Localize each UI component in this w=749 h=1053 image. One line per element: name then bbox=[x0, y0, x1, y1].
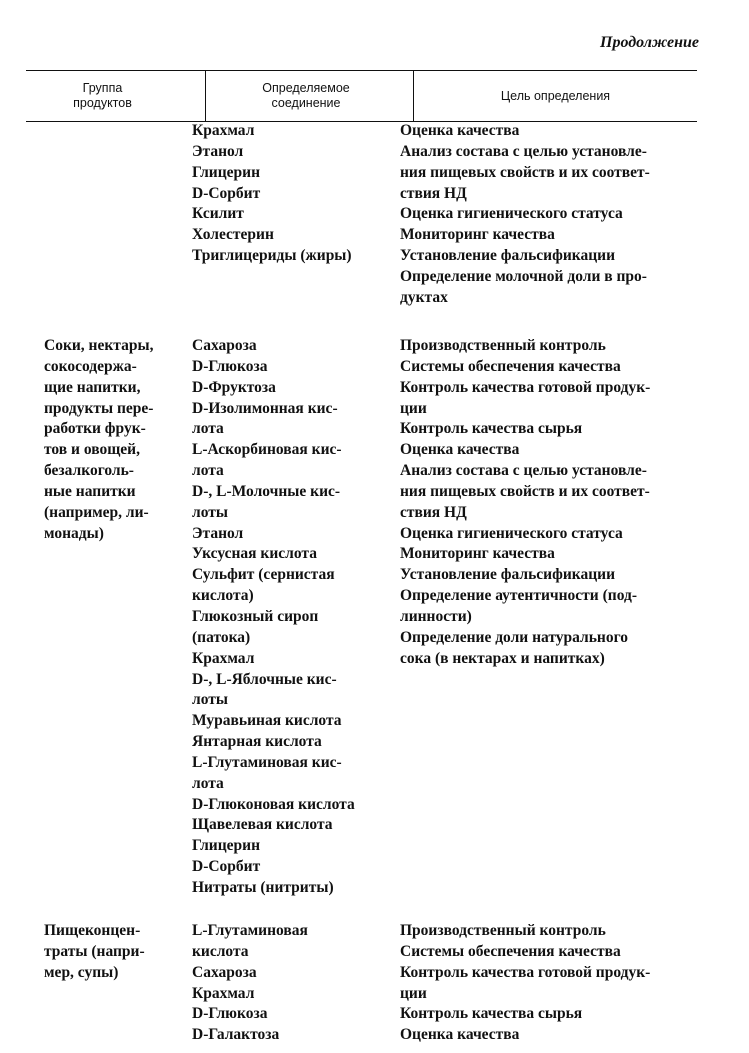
purpose-item: ния пищевых свойств и их соответ- bbox=[400, 482, 650, 500]
compound-item: D-Фруктоза bbox=[192, 378, 276, 396]
purpose-item: Системы обеспечения качества bbox=[400, 357, 621, 375]
purpose-item: Контроль качества готовой продук- bbox=[400, 963, 651, 981]
purpose-item: Мониторинг качества bbox=[400, 545, 555, 563]
purpose-item: Мониторинг качества bbox=[400, 226, 555, 244]
purpose-item: Оценка гигиенического статуса bbox=[400, 524, 623, 542]
continued-label: Продолжение bbox=[600, 34, 699, 51]
purpose-item: Анализ состава с целью установле- bbox=[400, 462, 647, 480]
compound-item: кислота) bbox=[192, 587, 254, 605]
compound-item: Крахмал bbox=[192, 122, 255, 139]
compound-item: D-Сорбит bbox=[192, 184, 261, 202]
purpose-list bbox=[400, 921, 650, 1046]
compound-item: Сахароза bbox=[192, 337, 257, 354]
compound-item: L-Аскорбиновая кис- bbox=[192, 441, 342, 459]
compound-item: кислота bbox=[192, 942, 249, 960]
compound-item: лота bbox=[192, 420, 224, 438]
compound-item: Глицерин bbox=[192, 163, 261, 181]
purpose-item: сока (в нектарах и напитках) bbox=[400, 649, 605, 667]
product-group-line: Соки, нектары, bbox=[44, 337, 154, 354]
compound-item: Уксусная кислота bbox=[192, 545, 317, 563]
compound-item: L-Глутаминовая кис- bbox=[192, 753, 342, 771]
purpose-item: Производственный контроль bbox=[400, 922, 606, 939]
compound-item: D-, L-Молочные кис- bbox=[192, 482, 341, 500]
purpose-item: Определение аутентичности (под- bbox=[400, 587, 637, 605]
purpose-item: ции bbox=[400, 399, 427, 417]
compound-item: Крахмал bbox=[192, 984, 255, 1002]
purpose-item: Оценка качества bbox=[400, 441, 520, 459]
compound-item: D-Изолимонная кис- bbox=[192, 399, 338, 417]
compound-list bbox=[192, 921, 308, 1046]
compound-item: лота bbox=[192, 774, 224, 792]
compound-item: D-Галактоза bbox=[192, 1026, 280, 1044]
purpose-item: Оценка качества bbox=[400, 1026, 520, 1044]
compound-item: Этанол bbox=[192, 142, 244, 160]
purpose-item: ции bbox=[400, 984, 427, 1002]
compound-item: Янтарная кислота bbox=[192, 733, 322, 751]
purpose-item: Установление фальсификации bbox=[400, 566, 615, 584]
compound-item: Щавелевая кислота bbox=[192, 816, 333, 834]
purpose-item: Системы обеспечения качества bbox=[400, 942, 621, 960]
purpose-item: ния пищевых свойств и их соответ- bbox=[400, 163, 650, 181]
compound-item: D-Глюконовая кислота bbox=[192, 795, 355, 813]
compound-item: Сульфит (сернистая bbox=[192, 566, 335, 584]
compound-item: D-Сорбит bbox=[192, 858, 261, 876]
product-group-line: безалкоголь- bbox=[44, 462, 134, 480]
compound-item: D-Глюкоза bbox=[192, 357, 268, 375]
compound-item: Глицерин bbox=[192, 837, 261, 855]
product-group-line: продукты пере- bbox=[44, 399, 154, 417]
compound-item: Нитраты (нитриты) bbox=[192, 878, 334, 896]
product-group-line: мер, супы) bbox=[44, 963, 119, 981]
product-group-line: щие напитки, bbox=[44, 378, 141, 396]
compound-item: Сахароза bbox=[192, 963, 257, 981]
product-group-line: ные напитки bbox=[44, 482, 136, 500]
purpose-item: Определение молочной доли в про- bbox=[400, 267, 647, 285]
product-group-line: Пищеконцен- bbox=[44, 922, 141, 939]
compound-item: Триглицериды (жиры) bbox=[192, 247, 352, 265]
compound-item: Глюкозный сироп bbox=[192, 607, 319, 625]
purpose-item: ствия НД bbox=[400, 184, 467, 202]
purpose-item: Анализ состава с целью установле- bbox=[400, 142, 647, 160]
purpose-item: Контроль качества сырья bbox=[400, 420, 583, 438]
product-group-line: сокосодержа- bbox=[44, 357, 137, 375]
product-group-cell bbox=[44, 336, 153, 544]
purpose-item: Контроль качества готовой продук- bbox=[400, 378, 651, 396]
compound-item: Холестерин bbox=[192, 226, 274, 244]
purpose-item: Производственный контроль bbox=[400, 337, 606, 354]
product-group-line: траты (напри- bbox=[44, 942, 145, 960]
compound-item: L-Глутаминовая bbox=[192, 922, 308, 939]
table-header bbox=[26, 70, 697, 122]
header-purpose: Цель определения bbox=[500, 88, 611, 103]
header-compound: Определяемое соединение bbox=[262, 81, 350, 110]
purpose-item: Оценка гигиенического статуса bbox=[400, 205, 623, 223]
compound-list bbox=[192, 121, 352, 267]
product-group-line: монады) bbox=[44, 524, 104, 542]
purpose-list bbox=[400, 121, 650, 309]
compound-item: Крахмал bbox=[192, 649, 255, 667]
compound-item: (патока) bbox=[192, 628, 251, 646]
product-group-line: (например, ли- bbox=[44, 503, 149, 521]
compound-item: лоты bbox=[192, 503, 228, 521]
purpose-item: Установление фальсификации bbox=[400, 247, 615, 265]
compound-item: Муравьиная кислота bbox=[192, 712, 342, 730]
compound-list bbox=[192, 336, 355, 899]
product-group-cell bbox=[44, 921, 145, 984]
compound-item: D-, L-Яблочные кис- bbox=[192, 670, 337, 688]
compound-item: лота bbox=[192, 462, 224, 480]
compound-item: Ксилит bbox=[192, 205, 244, 223]
purpose-item: Контроль качества сырья bbox=[400, 1005, 583, 1023]
compound-item: Этанол bbox=[192, 524, 244, 542]
header-product-group: Группа продуктов bbox=[73, 81, 132, 110]
purpose-item: дуктах bbox=[400, 288, 448, 306]
product-group-line: тов и овощей, bbox=[44, 441, 140, 459]
compound-item: лоты bbox=[192, 691, 228, 709]
product-group-line: работки фрук- bbox=[44, 420, 146, 438]
purpose-list bbox=[400, 336, 650, 670]
purpose-item: линности) bbox=[400, 607, 472, 625]
purpose-item: ствия НД bbox=[400, 503, 467, 521]
compound-item: D-Глюкоза bbox=[192, 1005, 268, 1023]
purpose-item: Определение доли натурального bbox=[400, 628, 629, 646]
purpose-item: Оценка качества bbox=[400, 122, 520, 139]
